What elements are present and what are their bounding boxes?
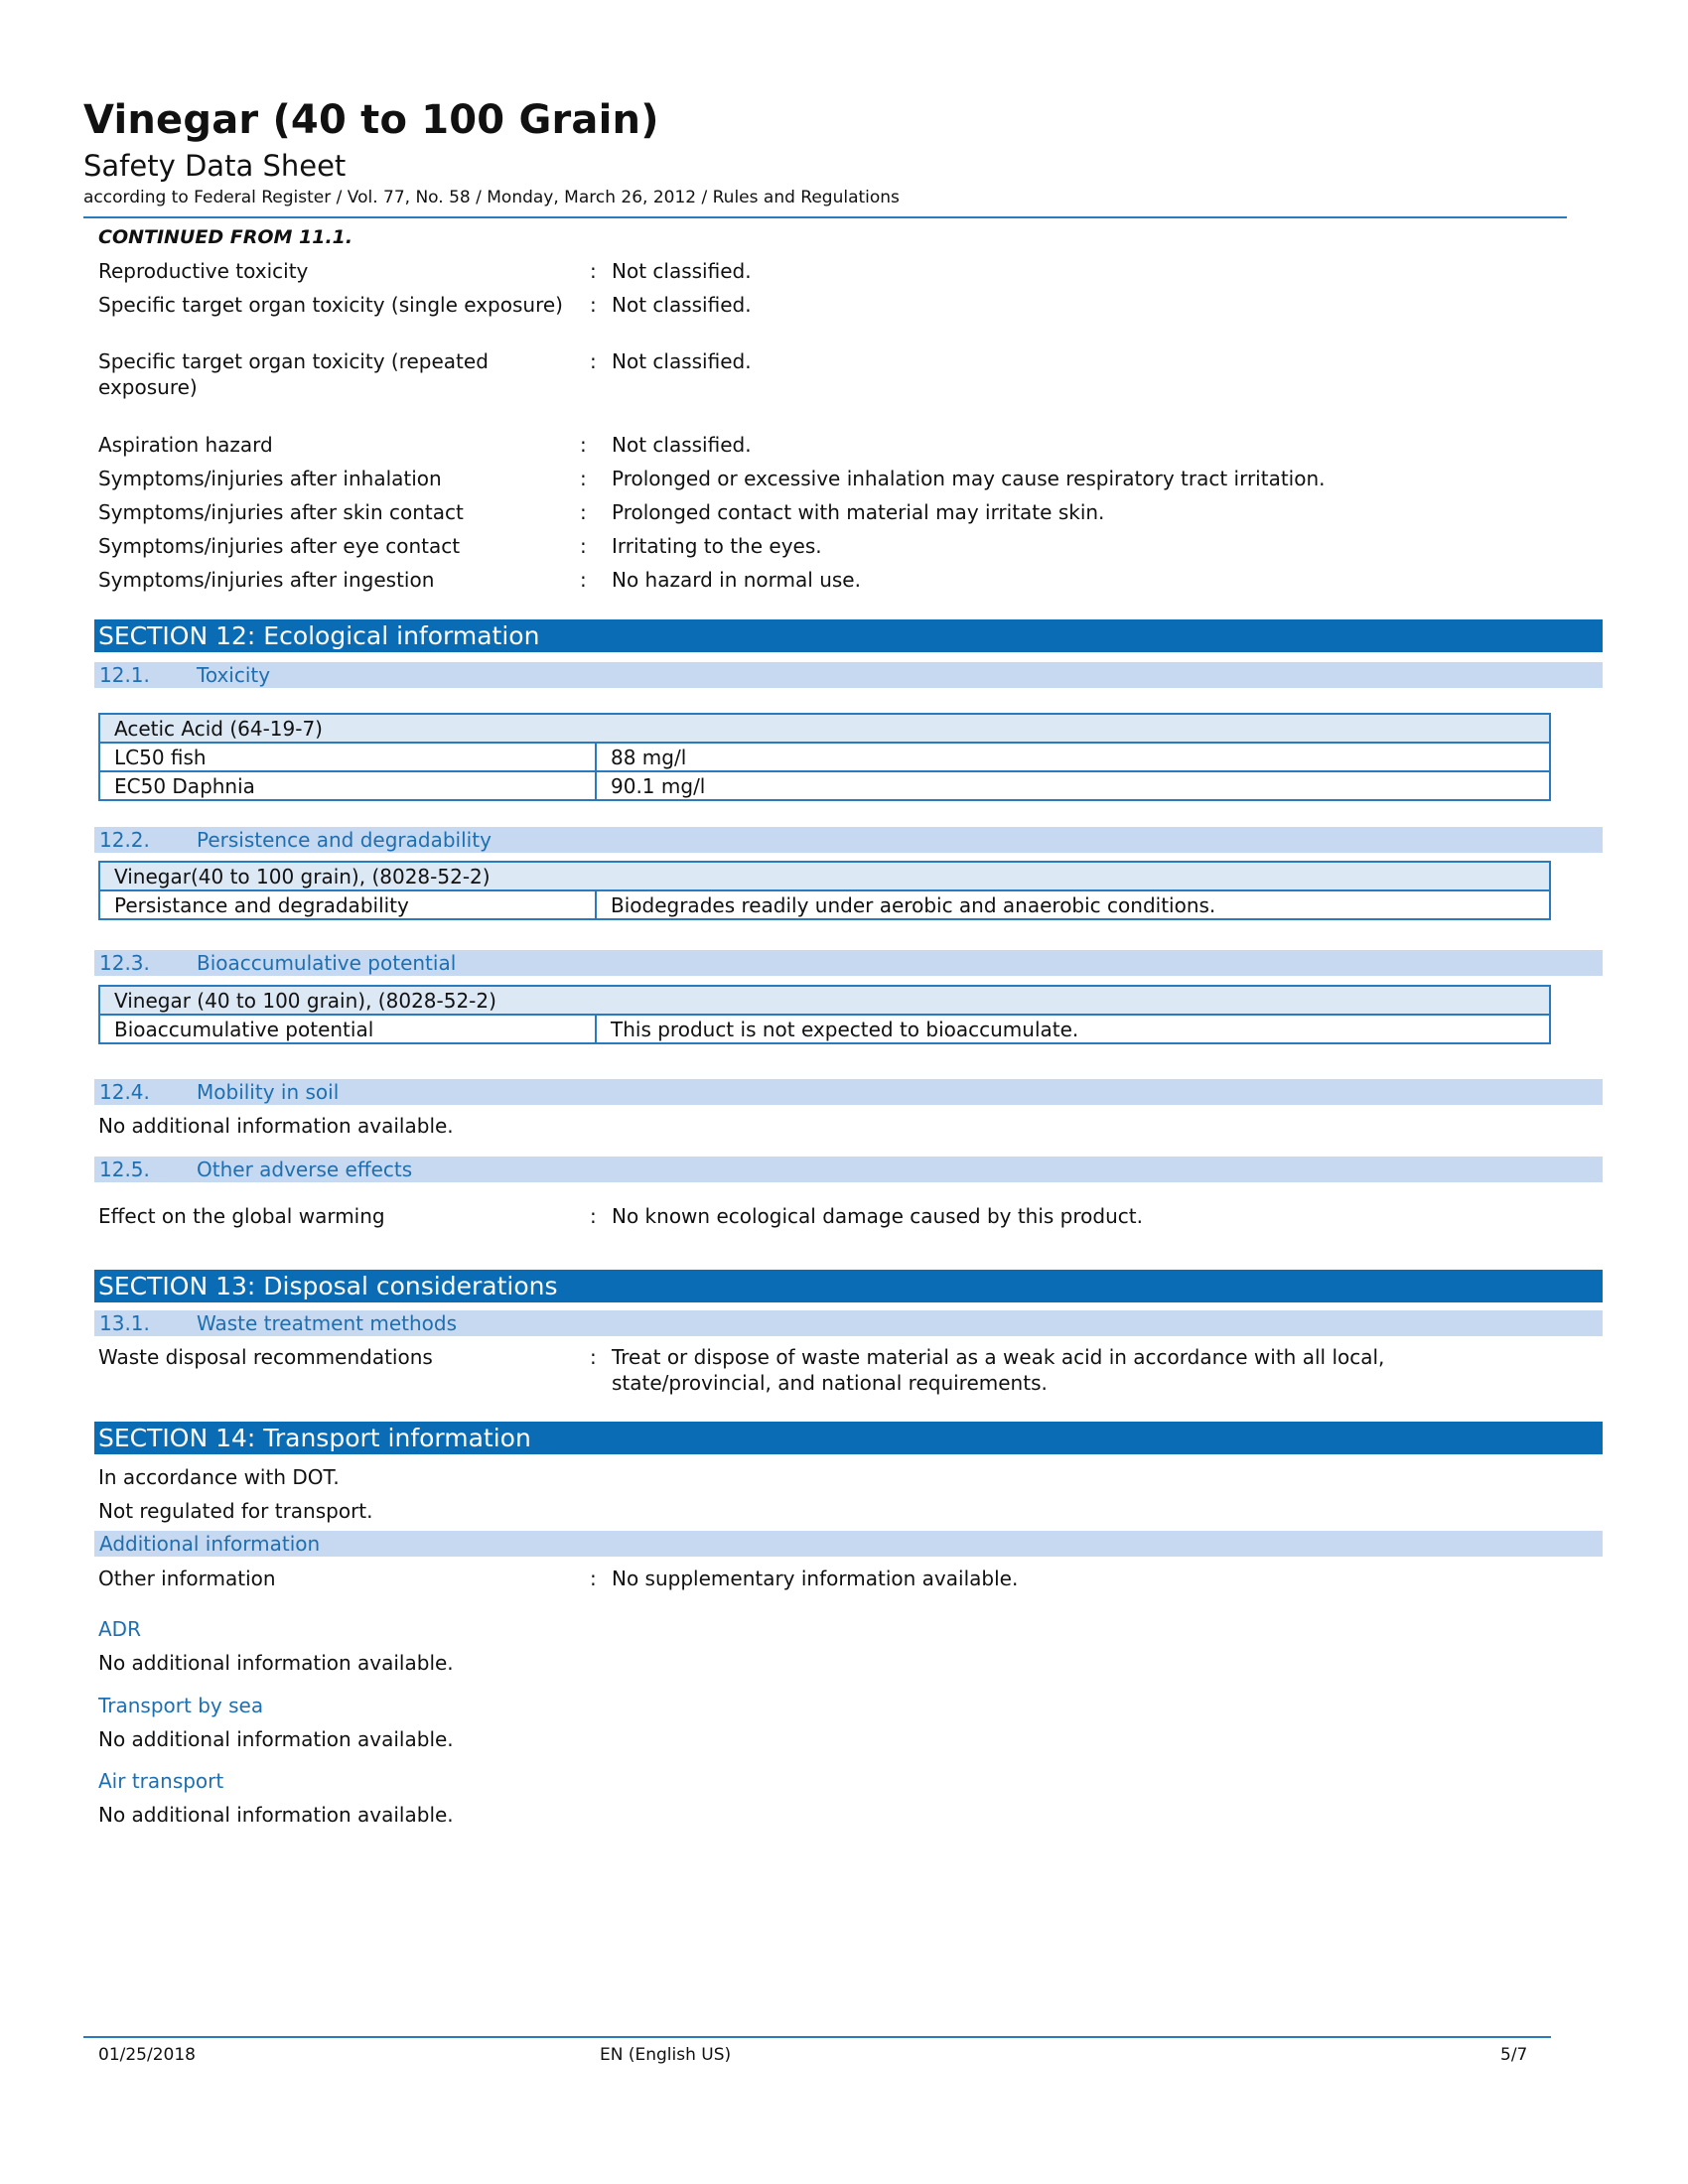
- section-13-heading: SECTION 13: Disposal considerations: [94, 1270, 1603, 1302]
- tox-label: Reproductive toxicity: [98, 259, 309, 283]
- table-header: Vinegar(40 to 100 grain), (8028-52-2): [99, 862, 1550, 890]
- colon-separator: :: [590, 293, 597, 317]
- subsection-12-3: [94, 950, 1603, 976]
- subsection-number: 13.1.: [99, 1311, 150, 1335]
- mobility-text: No additional information available.: [98, 1114, 454, 1138]
- header-divider: [83, 216, 1567, 218]
- subsection-12-2: [94, 827, 1603, 853]
- footer-date: 01/25/2018: [98, 2045, 196, 2065]
- table-row: [99, 743, 1550, 771]
- tox-label: Symptoms/injuries after ingestion: [98, 568, 435, 592]
- table-cell: LC50 fish: [99, 743, 596, 771]
- waste-disposal-value-continued: state/provincial, and national requirements.: [612, 1371, 1048, 1395]
- table-header: Vinegar (40 to 100 grain), (8028-52-2): [99, 986, 1550, 1015]
- bioaccumulation-table: [98, 985, 1551, 1044]
- document-subtitle: Safety Data Sheet: [83, 149, 347, 183]
- transport-regulation-note: Not regulated for transport.: [98, 1499, 373, 1523]
- document-title: Vinegar (40 to 100 Grain): [83, 97, 659, 143]
- subsection-label: Toxicity: [197, 663, 271, 687]
- sea-transport-text: No additional information available.: [98, 1727, 454, 1751]
- tox-value: No hazard in normal use.: [612, 568, 861, 592]
- colon-separator: :: [590, 1345, 597, 1369]
- additional-information-heading: Additional information: [94, 1531, 1603, 1557]
- subsection-12-1: [94, 662, 1603, 688]
- table-cell: 90.1 mg/l: [596, 771, 1550, 800]
- tox-label-continued: exposure): [98, 375, 198, 399]
- subsection-12-5: [94, 1157, 1603, 1182]
- table-row: [99, 1015, 1550, 1043]
- transport-dot-note: In accordance with DOT.: [98, 1465, 340, 1489]
- subsection-label: Persistence and degradability: [197, 828, 492, 852]
- table-cell: Biodegrades readily under aerobic and anaerobic conditions.: [596, 890, 1550, 919]
- subsection-label: Other adverse effects: [197, 1158, 413, 1181]
- colon-separator: :: [580, 467, 587, 490]
- tox-value: Not classified.: [612, 259, 752, 283]
- colon-separator: :: [580, 568, 587, 592]
- tox-label: Specific target organ toxicity (repeated: [98, 349, 489, 373]
- toxicity-table: [98, 713, 1551, 801]
- colon-separator: :: [590, 1204, 597, 1228]
- waste-disposal-value: Treat or dispose of waste material as a weak acid in accordance with all local,: [612, 1345, 1385, 1369]
- table-header: Acetic Acid (64-19-7): [99, 714, 1550, 743]
- subsection-number: 12.4.: [99, 1080, 150, 1104]
- colon-separator: :: [580, 500, 587, 524]
- table-cell: Bioaccumulative potential: [99, 1015, 596, 1043]
- tox-label: Symptoms/injuries after inhalation: [98, 467, 442, 490]
- footer-page-number: 5/7: [1500, 2045, 1528, 2065]
- table-row: [99, 771, 1550, 800]
- table-row: [99, 890, 1550, 919]
- table-cell: 88 mg/l: [596, 743, 1550, 771]
- persistence-table: [98, 861, 1551, 920]
- colon-separator: :: [590, 259, 597, 283]
- subsection-label: Bioaccumulative potential: [197, 951, 457, 975]
- table-cell: Persistance and degradability: [99, 890, 596, 919]
- colon-separator: :: [590, 349, 597, 373]
- air-transport-heading: Air transport: [98, 1769, 224, 1793]
- colon-separator: :: [590, 1567, 597, 1590]
- air-transport-text: No additional information available.: [98, 1803, 454, 1827]
- subsection-number: 12.3.: [99, 951, 150, 975]
- tox-label: Specific target organ toxicity (single exposure): [98, 293, 563, 317]
- subsection-label: Waste treatment methods: [197, 1311, 458, 1335]
- global-warming-value: No known ecological damage caused by this product.: [612, 1204, 1143, 1228]
- tox-label: Symptoms/injuries after eye contact: [98, 534, 461, 558]
- tox-value: Prolonged contact with material may irritate skin.: [612, 500, 1105, 524]
- adr-heading: ADR: [98, 1617, 141, 1641]
- tox-label: Symptoms/injuries after skin contact: [98, 500, 464, 524]
- waste-disposal-label: Waste disposal recommendations: [98, 1345, 433, 1369]
- subsection-number: 12.5.: [99, 1158, 150, 1181]
- section-14-heading: SECTION 14: Transport information: [94, 1422, 1603, 1454]
- colon-separator: :: [580, 433, 587, 457]
- other-information-value: No supplementary information available.: [612, 1567, 1019, 1590]
- global-warming-label: Effect on the global warming: [98, 1204, 385, 1228]
- regulation-reference: according to Federal Register / Vol. 77, No. 58 / Monday, March 26, 2012 / Rules and Regulations: [83, 188, 900, 207]
- colon-separator: :: [580, 534, 587, 558]
- tox-value: Not classified.: [612, 433, 752, 457]
- tox-value: Not classified.: [612, 349, 752, 373]
- subsection-label: Mobility in soil: [197, 1080, 340, 1104]
- table-cell: EC50 Daphnia: [99, 771, 596, 800]
- section-12-heading: SECTION 12: Ecological information: [94, 619, 1603, 652]
- footer-divider: [83, 2036, 1551, 2038]
- sea-transport-heading: Transport by sea: [98, 1694, 264, 1717]
- adr-text: No additional information available.: [98, 1651, 454, 1675]
- tox-value: Not classified.: [612, 293, 752, 317]
- subsection-13-1: [94, 1310, 1603, 1336]
- table-cell: This product is not expected to bioaccumulate.: [596, 1015, 1550, 1043]
- continued-note: CONTINUED FROM 11.1.: [98, 226, 353, 248]
- subsection-number: 12.1.: [99, 663, 150, 687]
- other-information-label: Other information: [98, 1567, 276, 1590]
- subsection-12-4: [94, 1079, 1603, 1105]
- tox-value: Irritating to the eyes.: [612, 534, 822, 558]
- footer-language: EN (English US): [600, 2045, 732, 2065]
- tox-label: Aspiration hazard: [98, 433, 273, 457]
- tox-value: Prolonged or excessive inhalation may cause respiratory tract irritation.: [612, 467, 1326, 490]
- subsection-number: 12.2.: [99, 828, 150, 852]
